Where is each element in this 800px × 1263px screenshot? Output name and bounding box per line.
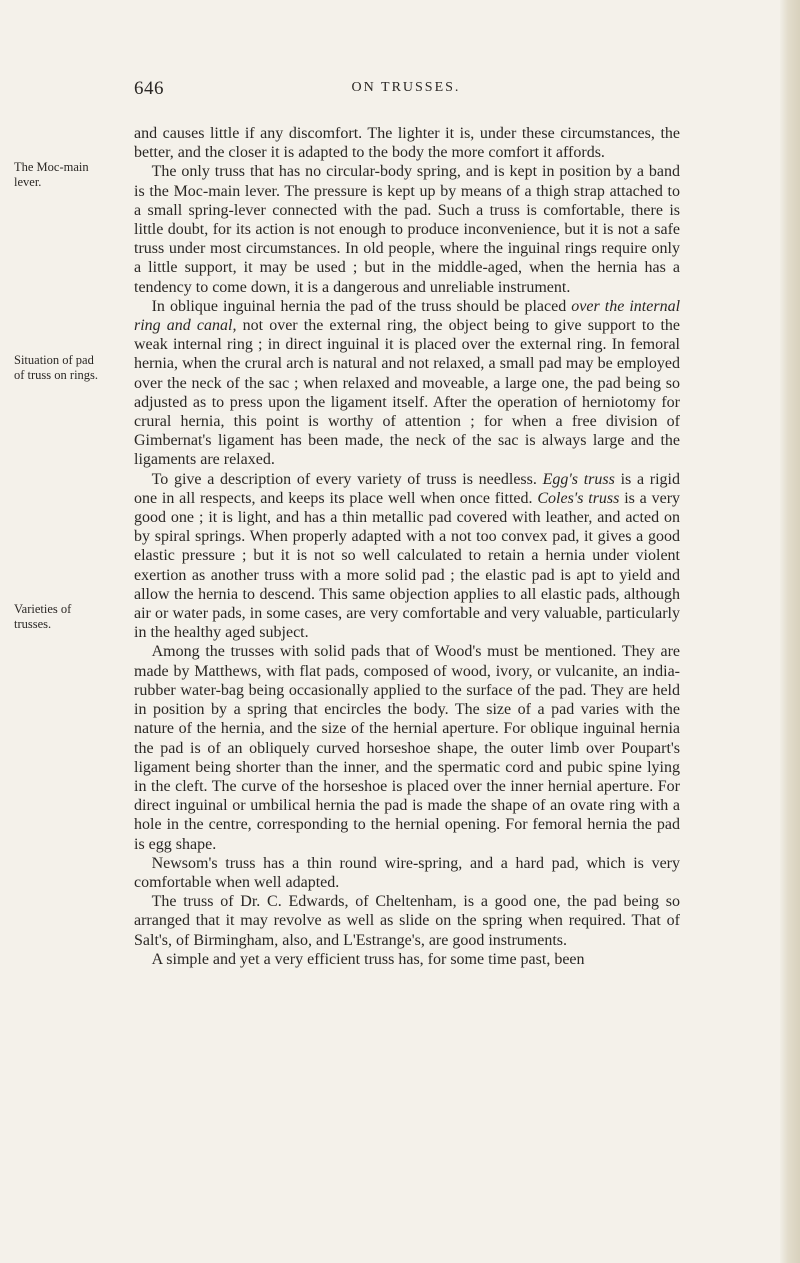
sidenote-moc-main-lever: The Moc-main lever.: [14, 160, 89, 189]
paragraph-simple-truss: A simple and yet a very efficient truss has, for some time past, been: [151, 950, 585, 968]
paragraph-moc-main: The only truss that has no circular-body spring, and is kept in position by a band is the Moc-main lever. The pressure is kept up by means of a thigh strap attached to a small spring-lever connected with the pad. Such a truss is comfortable, there is little doubt, for its action is not enough to produce inconvenience, but it is not a safe truss under most circumstances. In old people, where the inguinal rings require only a little support, it may be used ; but in the middle-aged, when the hernia has a tendency to come down, it is a dangerous and unreliable instrument.: [134, 163, 680, 296]
page-header: [134, 78, 678, 102]
paragraph-1: and causes little if any discomfort. The lighter it is, under these circumstances, the better, and the closer it is adapted to the body the more comfort it affords.: [134, 125, 680, 162]
paragraph-woods-truss: Among the trusses with solid pads that of Wood's must be mentioned. They are made by Matthews, with flat pads, composed of wood, ivory, or vulcanite, an india-rubber water-bag being occasionally applied to the surface of the pad. They are held in position by a spring that encircles the body. The size of a pad varies with the nature of the hernia, and the size of the hernial aperture. For oblique inguinal hernia the pad is of an obliquely curved horseshoe shape, the outer limb over Poupart's ligament being shorter than the inner, and the spermatic cord and pubic spine lying in the cleft. The curve of the horseshoe is placed over the inner hernial aperture. For direct inguinal or umbilical hernia the pad is made the shape of an ovate ring with a hole in the centre, corresponding to the hernial opening. For femoral hernia the pad is egg shape.: [134, 643, 680, 853]
paragraph-edwards-truss: The truss of Dr. C. Edwards, of Cheltenham, is a good one, the pad being so arranged that it may revolve as well as slide on the spring when required. That of Salt's, of Birmingham, also, and L'Estrange's, are good instruments.: [134, 893, 680, 949]
running-head: ON TRUSSES.: [351, 80, 461, 95]
paragraph-oblique-inguinal-c: not over the external ring, the object being to give support to the weak internal ring ; in direct inguinal it is placed over the external ring. In femoral hernia, when the crural arch is natural and not relaxed, a small pad may be employed over the neck of the sac ; when relaxed and moveable, a large one, the pad being so adjusted as to press upon the ligament itself. After the operation of herniotomy for crural hernia, this point is worthy of attention ; for when a free division of Gimbernat's ligament has been made, the neck of the sac is always large and the ligaments are relaxed.: [134, 317, 681, 469]
paragraph-oblique-inguinal-a: In oblique inguinal hernia the pad of the truss should be placed: [151, 297, 567, 315]
body-text: [134, 124, 680, 969]
paragraph-truss-varieties-a: To give a description of every variety of truss is needless.: [151, 470, 537, 488]
paragraph-oblique-inguinal: [134, 297, 680, 470]
coles-truss-name: Coles's truss: [537, 489, 620, 507]
paragraph-truss-varieties-e: is a very good one ; it is light, and has a thin metallic pad covered with leather, and acted on by spiral springs. When properly adapted with a not too convex pad, it gives a good elastic pressure ; but it is not so well calculated to retain a hernia under violent exertion as another truss with a more solid pad ; the elastic pad is apt to yield and allow the hernia to descend. This same objection applies to all elastic pads, although air or water pads, in some cases, are very comfortable and very valuable, particularly in the healthy aged subject.: [134, 489, 681, 642]
sidenote-situation-of-pad: Situation of pad of truss on rings.: [14, 353, 99, 382]
paragraph-newsoms-truss: Newsom's truss has a thin round wire-spring, and a hard pad, which is very comfortable when well adapted.: [134, 854, 680, 891]
sidenote-varieties-of-trusses: Varieties of trusses.: [14, 602, 72, 631]
paragraph-truss-varieties-c: is a rigid one in all respects, and keeps its place well when once fitted.: [134, 470, 681, 507]
paragraph-truss-varieties: [134, 470, 680, 643]
eggs-truss-name: Egg's truss: [542, 470, 615, 488]
page-number: 646: [134, 78, 164, 99]
page-edge: [780, 0, 800, 1263]
internal-ring-phrase: over the internal ring and canal,: [134, 297, 681, 335]
